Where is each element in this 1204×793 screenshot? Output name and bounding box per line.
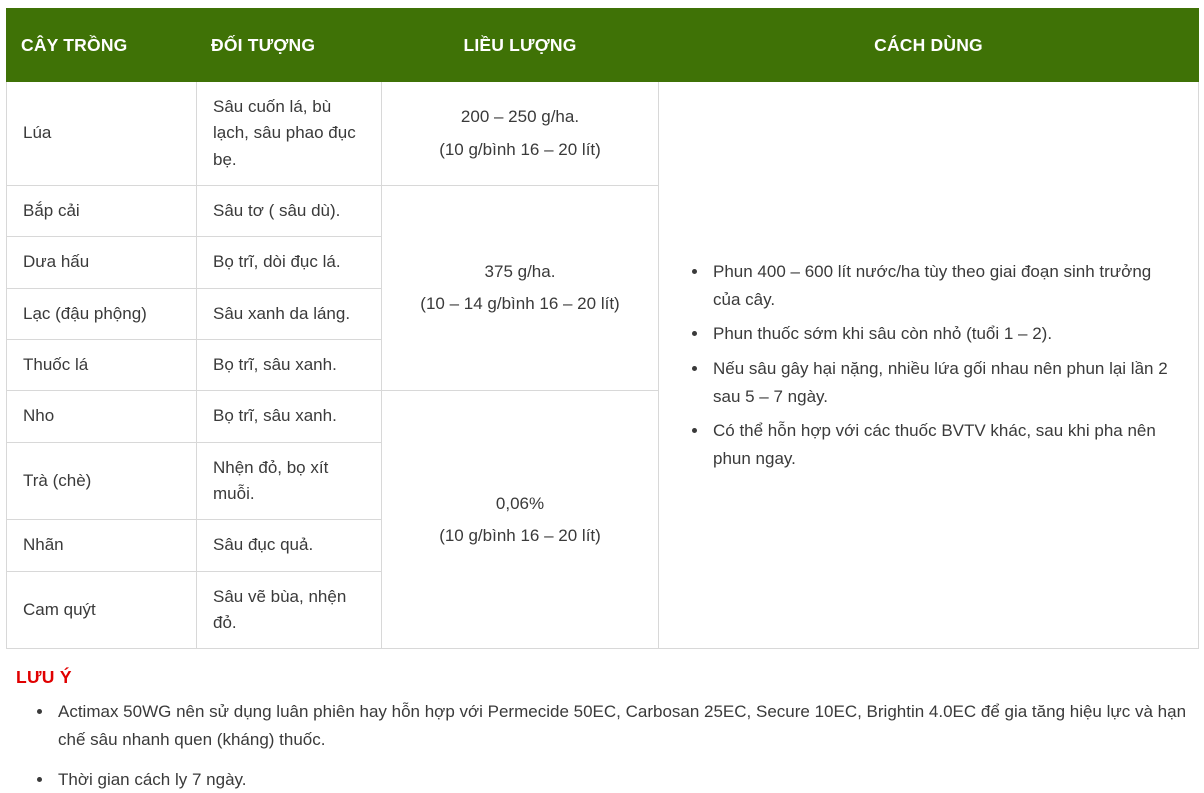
list-item: • Nếu sâu gây hại nặng, nhiều lứa gối nhau nên phun lại lần 2 sau 5 – 7 ngày. bbox=[709, 355, 1176, 410]
dosage-secondary: (10 g/bình 16 – 20 lít) bbox=[439, 139, 601, 159]
cell-target: Bọ trĩ, sâu xanh. bbox=[197, 340, 382, 391]
dosage-primary: 375 g/ha. bbox=[484, 261, 556, 281]
cell-target: Sâu đục quả. bbox=[197, 520, 382, 571]
cell-target: Bọ trĩ, sâu xanh. bbox=[197, 391, 382, 442]
list-item: • Phun thuốc sớm khi sâu còn nhỏ (tuổi 1 – 2). bbox=[709, 320, 1176, 348]
column-header-usage: CÁCH DÙNG bbox=[659, 9, 1199, 82]
cell-crop: Cam quýt bbox=[7, 571, 197, 649]
cell-target: Nhện đỏ, bọ xít muỗi. bbox=[197, 442, 382, 520]
list-item: • Có thể hỗn hợp với các thuốc BVTV khác, sau khi pha nên phun ngay. bbox=[709, 417, 1176, 472]
list-item: • Thời gian cách ly 7 ngày. bbox=[54, 766, 1190, 793]
cell-crop: Nhãn bbox=[7, 520, 197, 571]
column-header-target: ĐỐI TƯỢNG bbox=[197, 9, 382, 82]
dosage-primary: 200 – 250 g/ha. bbox=[460, 107, 580, 127]
cell-crop: Lúa bbox=[7, 82, 197, 186]
cell-crop: Dưa hấu bbox=[7, 237, 197, 288]
dosage-table bbox=[6, 8, 1199, 649]
cell-crop: Bắp cải bbox=[7, 186, 197, 237]
table-header bbox=[7, 9, 1199, 82]
column-header-dosage: LIỀU LƯỢNG bbox=[382, 9, 659, 82]
notes-title: LƯU Ý bbox=[16, 667, 72, 688]
notes-section bbox=[6, 667, 1198, 793]
table-header-row bbox=[7, 9, 1199, 82]
cell-target: Sâu xanh da láng. bbox=[197, 288, 382, 339]
cell-crop: Nho bbox=[7, 391, 197, 442]
column-header-crop: CÂY TRỒNG bbox=[7, 9, 197, 82]
table-row bbox=[7, 82, 1199, 186]
cell-target: Sâu vẽ bùa, nhện đỏ. bbox=[197, 571, 382, 649]
cell-crop: Thuốc lá bbox=[7, 340, 197, 391]
list-item: • Actimax 50WG nên sử dụng luân phiên hay hỗn hợp với Permecide 50EC, Carbosan 25EC, Secure 10EC, Brightin 4.0EC để gia tăng hiệu lực và hạn chế sâu nhanh quen (kháng) thuốc. bbox=[54, 698, 1190, 753]
cell-target: Sâu cuốn lá, bù lạch, sâu phao đục bẹ. bbox=[197, 82, 382, 186]
cell-crop: Trà (chè) bbox=[7, 442, 197, 520]
dosage-secondary: (10 g/bình 16 – 20 lít) bbox=[439, 525, 601, 545]
cell-dosage bbox=[382, 186, 659, 391]
table-body bbox=[7, 82, 1199, 649]
list-item: • Phun 400 – 600 lít nước/ha tùy theo giai đoạn sinh trưởng của cây. bbox=[709, 258, 1176, 313]
cell-target: Bọ trĩ, dòi đục lá. bbox=[197, 237, 382, 288]
usage-list bbox=[687, 258, 1176, 472]
dosage-secondary: (10 – 14 g/bình 16 – 20 lít) bbox=[420, 294, 620, 314]
cell-dosage bbox=[382, 82, 659, 186]
dosage-primary: 0,06% bbox=[495, 493, 545, 513]
notes-list bbox=[14, 698, 1190, 793]
cell-target: Sâu tơ ( sâu dù). bbox=[197, 186, 382, 237]
cell-crop: Lạc (đậu phộng) bbox=[7, 288, 197, 339]
cell-dosage bbox=[382, 391, 659, 649]
cell-usage bbox=[659, 82, 1199, 649]
